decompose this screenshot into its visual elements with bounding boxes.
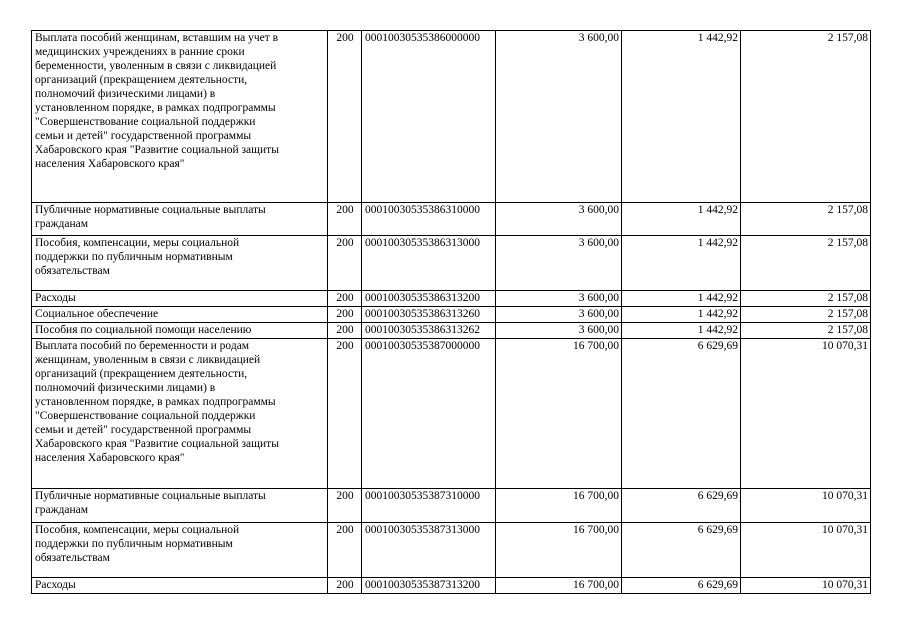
- expense-name: Пособия, компенсации, меры социальной поддержки по публичным нормативным обязательствам: [35, 237, 240, 277]
- table-row: [32, 323, 871, 339]
- line-code-cell: 200: [328, 523, 362, 578]
- executed-amount-cell: 6 629,69: [622, 489, 741, 523]
- expense-name: Публичные нормативные социальные выплаты гражданам: [35, 490, 266, 516]
- expense-name: Пособия по социальной помощи населению: [35, 324, 252, 336]
- approved-amount-cell: 16 700,00: [496, 523, 622, 578]
- expense-name-cell: [32, 339, 328, 489]
- remaining-amount-cell: 10 070,31: [741, 489, 871, 523]
- expense-name: Публичные нормативные социальные выплаты гражданам: [35, 204, 266, 230]
- approved-amount-cell: 16 700,00: [496, 578, 622, 594]
- budget-classification-code-cell: 00010030535387000000: [362, 339, 496, 489]
- table-row: [32, 523, 871, 578]
- expense-name: Социальное обеспечение: [35, 308, 159, 320]
- remaining-amount-cell: 2 157,08: [741, 203, 871, 236]
- line-code-cell: 200: [328, 323, 362, 339]
- line-code-cell: 200: [328, 291, 362, 307]
- line-code-cell: 200: [328, 31, 362, 203]
- remaining-amount-cell: 2 157,08: [741, 291, 871, 307]
- table-row: [32, 203, 871, 236]
- remaining-amount-cell: 2 157,08: [741, 31, 871, 203]
- approved-amount-cell: 3 600,00: [496, 307, 622, 323]
- remaining-amount-cell: 10 070,31: [741, 339, 871, 489]
- executed-amount-cell: 6 629,69: [622, 339, 741, 489]
- table-row: [32, 307, 871, 323]
- executed-amount-cell: 1 442,92: [622, 236, 741, 291]
- budget-classification-code-cell: 00010030535386000000: [362, 31, 496, 203]
- budget-classification-code-cell: 00010030535386313200: [362, 291, 496, 307]
- approved-amount-cell: 16 700,00: [496, 339, 622, 489]
- expense-name: Пособия, компенсации, меры социальной поддержки по публичным нормативным обязательствам: [35, 524, 240, 564]
- expense-name-cell: [32, 307, 328, 323]
- remaining-amount-cell: 2 157,08: [741, 236, 871, 291]
- remaining-amount-cell: 10 070,31: [741, 523, 871, 578]
- executed-amount-cell: 6 629,69: [622, 578, 741, 594]
- expense-name-cell: [32, 291, 328, 307]
- table-row: [32, 31, 871, 203]
- expense-name-cell: [32, 323, 328, 339]
- budget-execution-table: [31, 30, 871, 594]
- line-code-cell: 200: [328, 489, 362, 523]
- table-row: [32, 339, 871, 489]
- remaining-amount-cell: 2 157,08: [741, 307, 871, 323]
- approved-amount-cell: 3 600,00: [496, 236, 622, 291]
- line-code-cell: 200: [328, 339, 362, 489]
- expense-name: Расходы: [35, 579, 76, 591]
- table-row: [32, 236, 871, 291]
- expense-name-cell: [32, 31, 328, 203]
- line-code-cell: 200: [328, 307, 362, 323]
- executed-amount-cell: 1 442,92: [622, 323, 741, 339]
- expense-name: Выплата пособий женщинам, вставшим на учет в медицинских учреждениях в ранние сроки беременности, уволенным в связи с ликвидацией организаций (прекращением деятельности, полномочий физическими лицами) в установленном порядке, в рамках подпрограммы "Совершенствование социальной поддержки семьи и детей" государственной программы Хабаровского края "Развитие социальной защиты населения Хабаровского края": [35, 32, 279, 170]
- approved-amount-cell: 3 600,00: [496, 323, 622, 339]
- expense-name-cell: [32, 523, 328, 578]
- budget-classification-code-cell: 00010030535386313262: [362, 323, 496, 339]
- executed-amount-cell: 1 442,92: [622, 291, 741, 307]
- executed-amount-cell: 1 442,92: [622, 203, 741, 236]
- approved-amount-cell: 3 600,00: [496, 31, 622, 203]
- executed-amount-cell: 6 629,69: [622, 523, 741, 578]
- remaining-amount-cell: 10 070,31: [741, 578, 871, 594]
- approved-amount-cell: 3 600,00: [496, 291, 622, 307]
- budget-classification-code-cell: 00010030535386313260: [362, 307, 496, 323]
- table-row: [32, 578, 871, 594]
- line-code-cell: 200: [328, 236, 362, 291]
- budget-classification-code-cell: 00010030535387310000: [362, 489, 496, 523]
- expense-name-cell: [32, 236, 328, 291]
- expense-name-cell: [32, 489, 328, 523]
- table-row: [32, 291, 871, 307]
- table-row: [32, 489, 871, 523]
- line-code-cell: 200: [328, 203, 362, 236]
- expense-name-cell: [32, 203, 328, 236]
- expense-name: Выплата пособий по беременности и родам женщинам, уволенным в связи с ликвидацией организаций (прекращением деятельности, полномочий физическими лицами) в установленном порядке, в рамках подпрограммы "Совершенствование социальной поддержки семьи и детей" государственной программы Хабаровского края "Развитие социальной защиты населения Хабаровского края": [35, 340, 279, 464]
- remaining-amount-cell: 2 157,08: [741, 323, 871, 339]
- line-code-cell: 200: [328, 578, 362, 594]
- budget-classification-code-cell: 00010030535386313000: [362, 236, 496, 291]
- budget-classification-code-cell: 00010030535387313000: [362, 523, 496, 578]
- expense-name: Расходы: [35, 292, 76, 304]
- approved-amount-cell: 16 700,00: [496, 489, 622, 523]
- executed-amount-cell: 1 442,92: [622, 31, 741, 203]
- budget-classification-code-cell: 00010030535386310000: [362, 203, 496, 236]
- approved-amount-cell: 3 600,00: [496, 203, 622, 236]
- budget-classification-code-cell: 00010030535387313200: [362, 578, 496, 594]
- table-body: [32, 31, 871, 594]
- expense-name-cell: [32, 578, 328, 594]
- executed-amount-cell: 1 442,92: [622, 307, 741, 323]
